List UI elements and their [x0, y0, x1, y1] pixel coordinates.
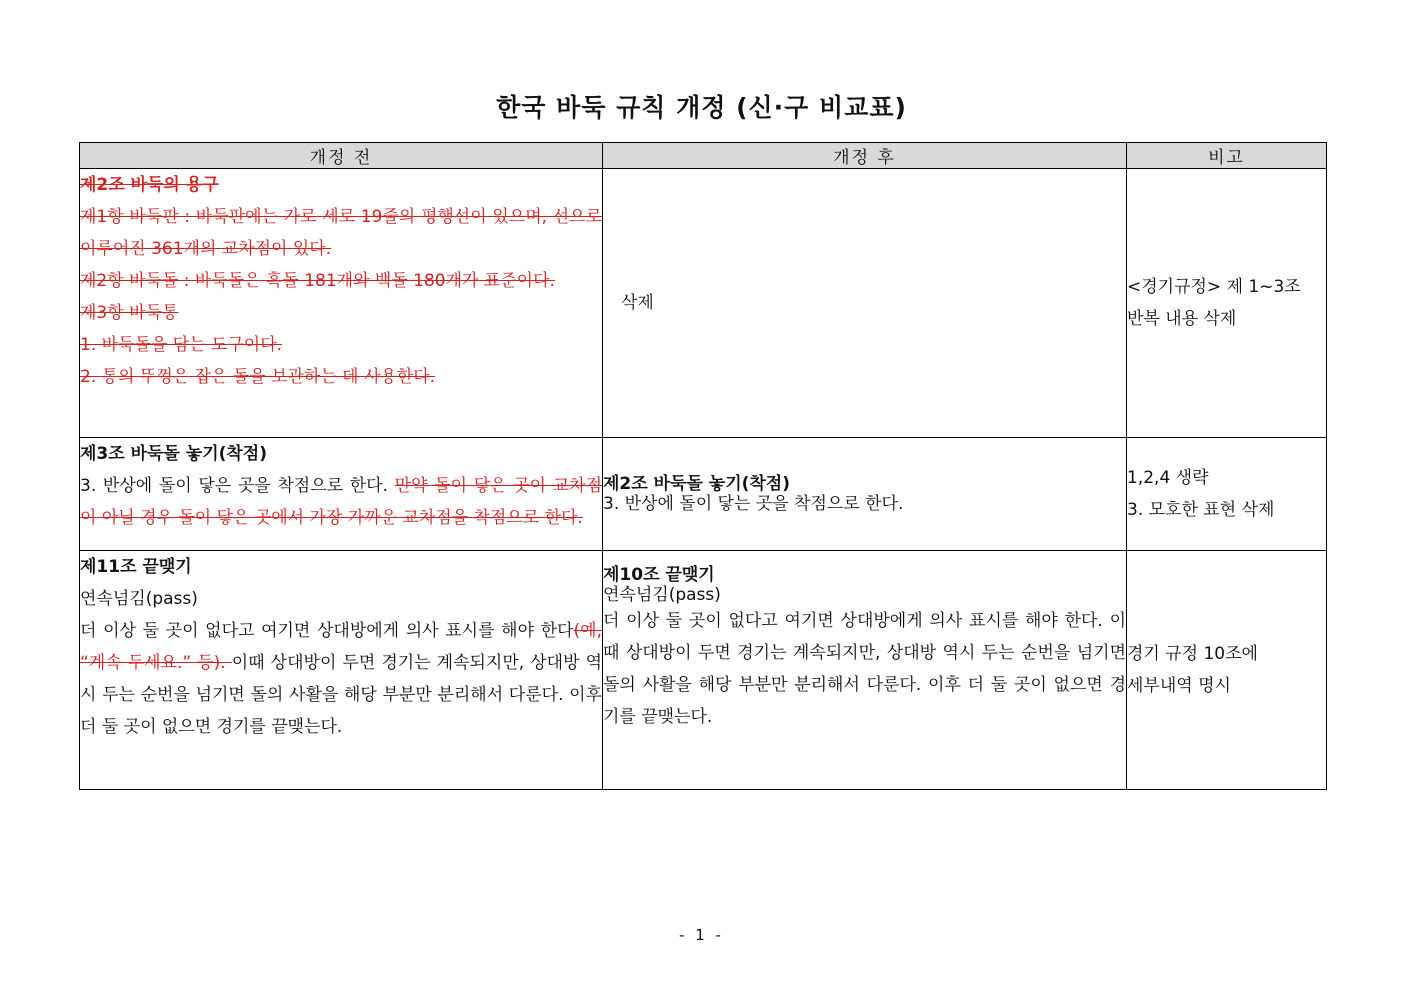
- deleted-line: 1. 바둑돌을 담는 도구이다.: [80, 335, 283, 355]
- note-cell: [1127, 438, 1327, 551]
- table-row: [80, 438, 1327, 551]
- note-line: 세부내역 명시: [1127, 676, 1231, 696]
- note-cell: [1127, 551, 1327, 790]
- after-cell: [603, 551, 1127, 790]
- deleted-text: (예, “계속 두세요.” 등).: [80, 621, 602, 673]
- after-text: 삭제: [621, 293, 654, 313]
- header-after: 개정 후: [603, 143, 1127, 169]
- note-line: 1,2,4 생략: [1127, 468, 1209, 488]
- article-subheading: 연속넘김(pass): [603, 585, 721, 605]
- kept-text: 이때 상대방이 두면 경기는 계속되지만, 상대방 역시 두는 순번을 넘기면 돌의 사활을 해당 부분만 분리해서 다룬다. 이후 더 둘 곳이 없으면 경기를 끝맺는다.: [80, 653, 602, 737]
- article-body: [80, 615, 602, 743]
- article-heading: 제3조 바둑돌 놓기(착점): [80, 444, 268, 464]
- article-heading: 제10조 끝맺기: [603, 565, 715, 585]
- kept-text: 더 이상 둘 곳이 없다고 여기면 상대방에게 의사 표시를 해야 한다: [80, 621, 574, 641]
- comparison-table: [79, 142, 1327, 790]
- document-title: 한국 바둑 규칙 개정 (신·구 비교표): [496, 93, 907, 122]
- before-cell: [80, 438, 603, 551]
- after-cell: [603, 438, 1127, 551]
- note-line: 반복 내용 삭제: [1127, 309, 1237, 329]
- article-body: 더 이상 둘 곳이 없다고 여기면 상대방에게 의사 표시를 해야 한다. 이때 상대방이 두면 경기는 계속되지만, 상대방 역시 두는 순번을 넘기면 돌의 사활을 해당 부분만 분리해서 다룬다. 이후 더 둘 곳이 없으면 경기를 끝맺는다.: [603, 611, 1126, 727]
- kept-text: 3. 반상에 돌이 닿은 곳을 착점으로 한다.: [80, 476, 395, 496]
- header-note: 비고: [1127, 143, 1327, 169]
- deleted-heading: 제2조 바둑의 용구: [80, 175, 219, 195]
- before-cell: [80, 551, 603, 790]
- article-body: 3. 반상에 돌이 닿는 곳을 착점으로 한다.: [603, 494, 904, 514]
- deleted-text: 만약 돌이 닿은 곳이 교차점이 아닐 경우 돌이 닿은 곳에서 가장 가까운 교차점을 착점으로 한다.: [80, 476, 603, 528]
- deleted-line: 2. 통의 뚜껑은 잡은 돌을 보관하는 데 사용한다.: [80, 367, 436, 387]
- note-line: 경기 규정 10조에: [1127, 644, 1258, 664]
- header-row: [80, 143, 1327, 169]
- table-row: [80, 551, 1327, 790]
- page-number: - 1 -: [679, 926, 724, 944]
- note-line: 3. 모호한 표현 삭제: [1127, 500, 1275, 520]
- deleted-line: 제1항 바둑판 : 바둑판에는 가로 세로 19줄의 평행선이 있으며, 선으로 이루어진 361개의 교차점이 있다.: [80, 207, 602, 259]
- article-subheading: 연속넘김(pass): [80, 589, 198, 609]
- note-cell: [1127, 169, 1327, 438]
- article-heading: 제2조 바둑돌 놓기(착점): [603, 474, 791, 494]
- note-line: <경기규정> 제 1~3조: [1127, 277, 1301, 297]
- header-before: 개정 전: [80, 143, 603, 169]
- before-cell: [80, 169, 603, 438]
- deleted-line: 제2항 바둑돌 : 바둑돌은 흑돌 181개와 백돌 180개가 표준이다.: [80, 271, 555, 291]
- table-row: [80, 169, 1327, 438]
- article-heading: 제11조 끝맺기: [80, 557, 192, 577]
- article-body: [80, 470, 602, 534]
- deleted-line: 제3항 바둑통: [80, 303, 179, 323]
- after-cell: [603, 169, 1127, 438]
